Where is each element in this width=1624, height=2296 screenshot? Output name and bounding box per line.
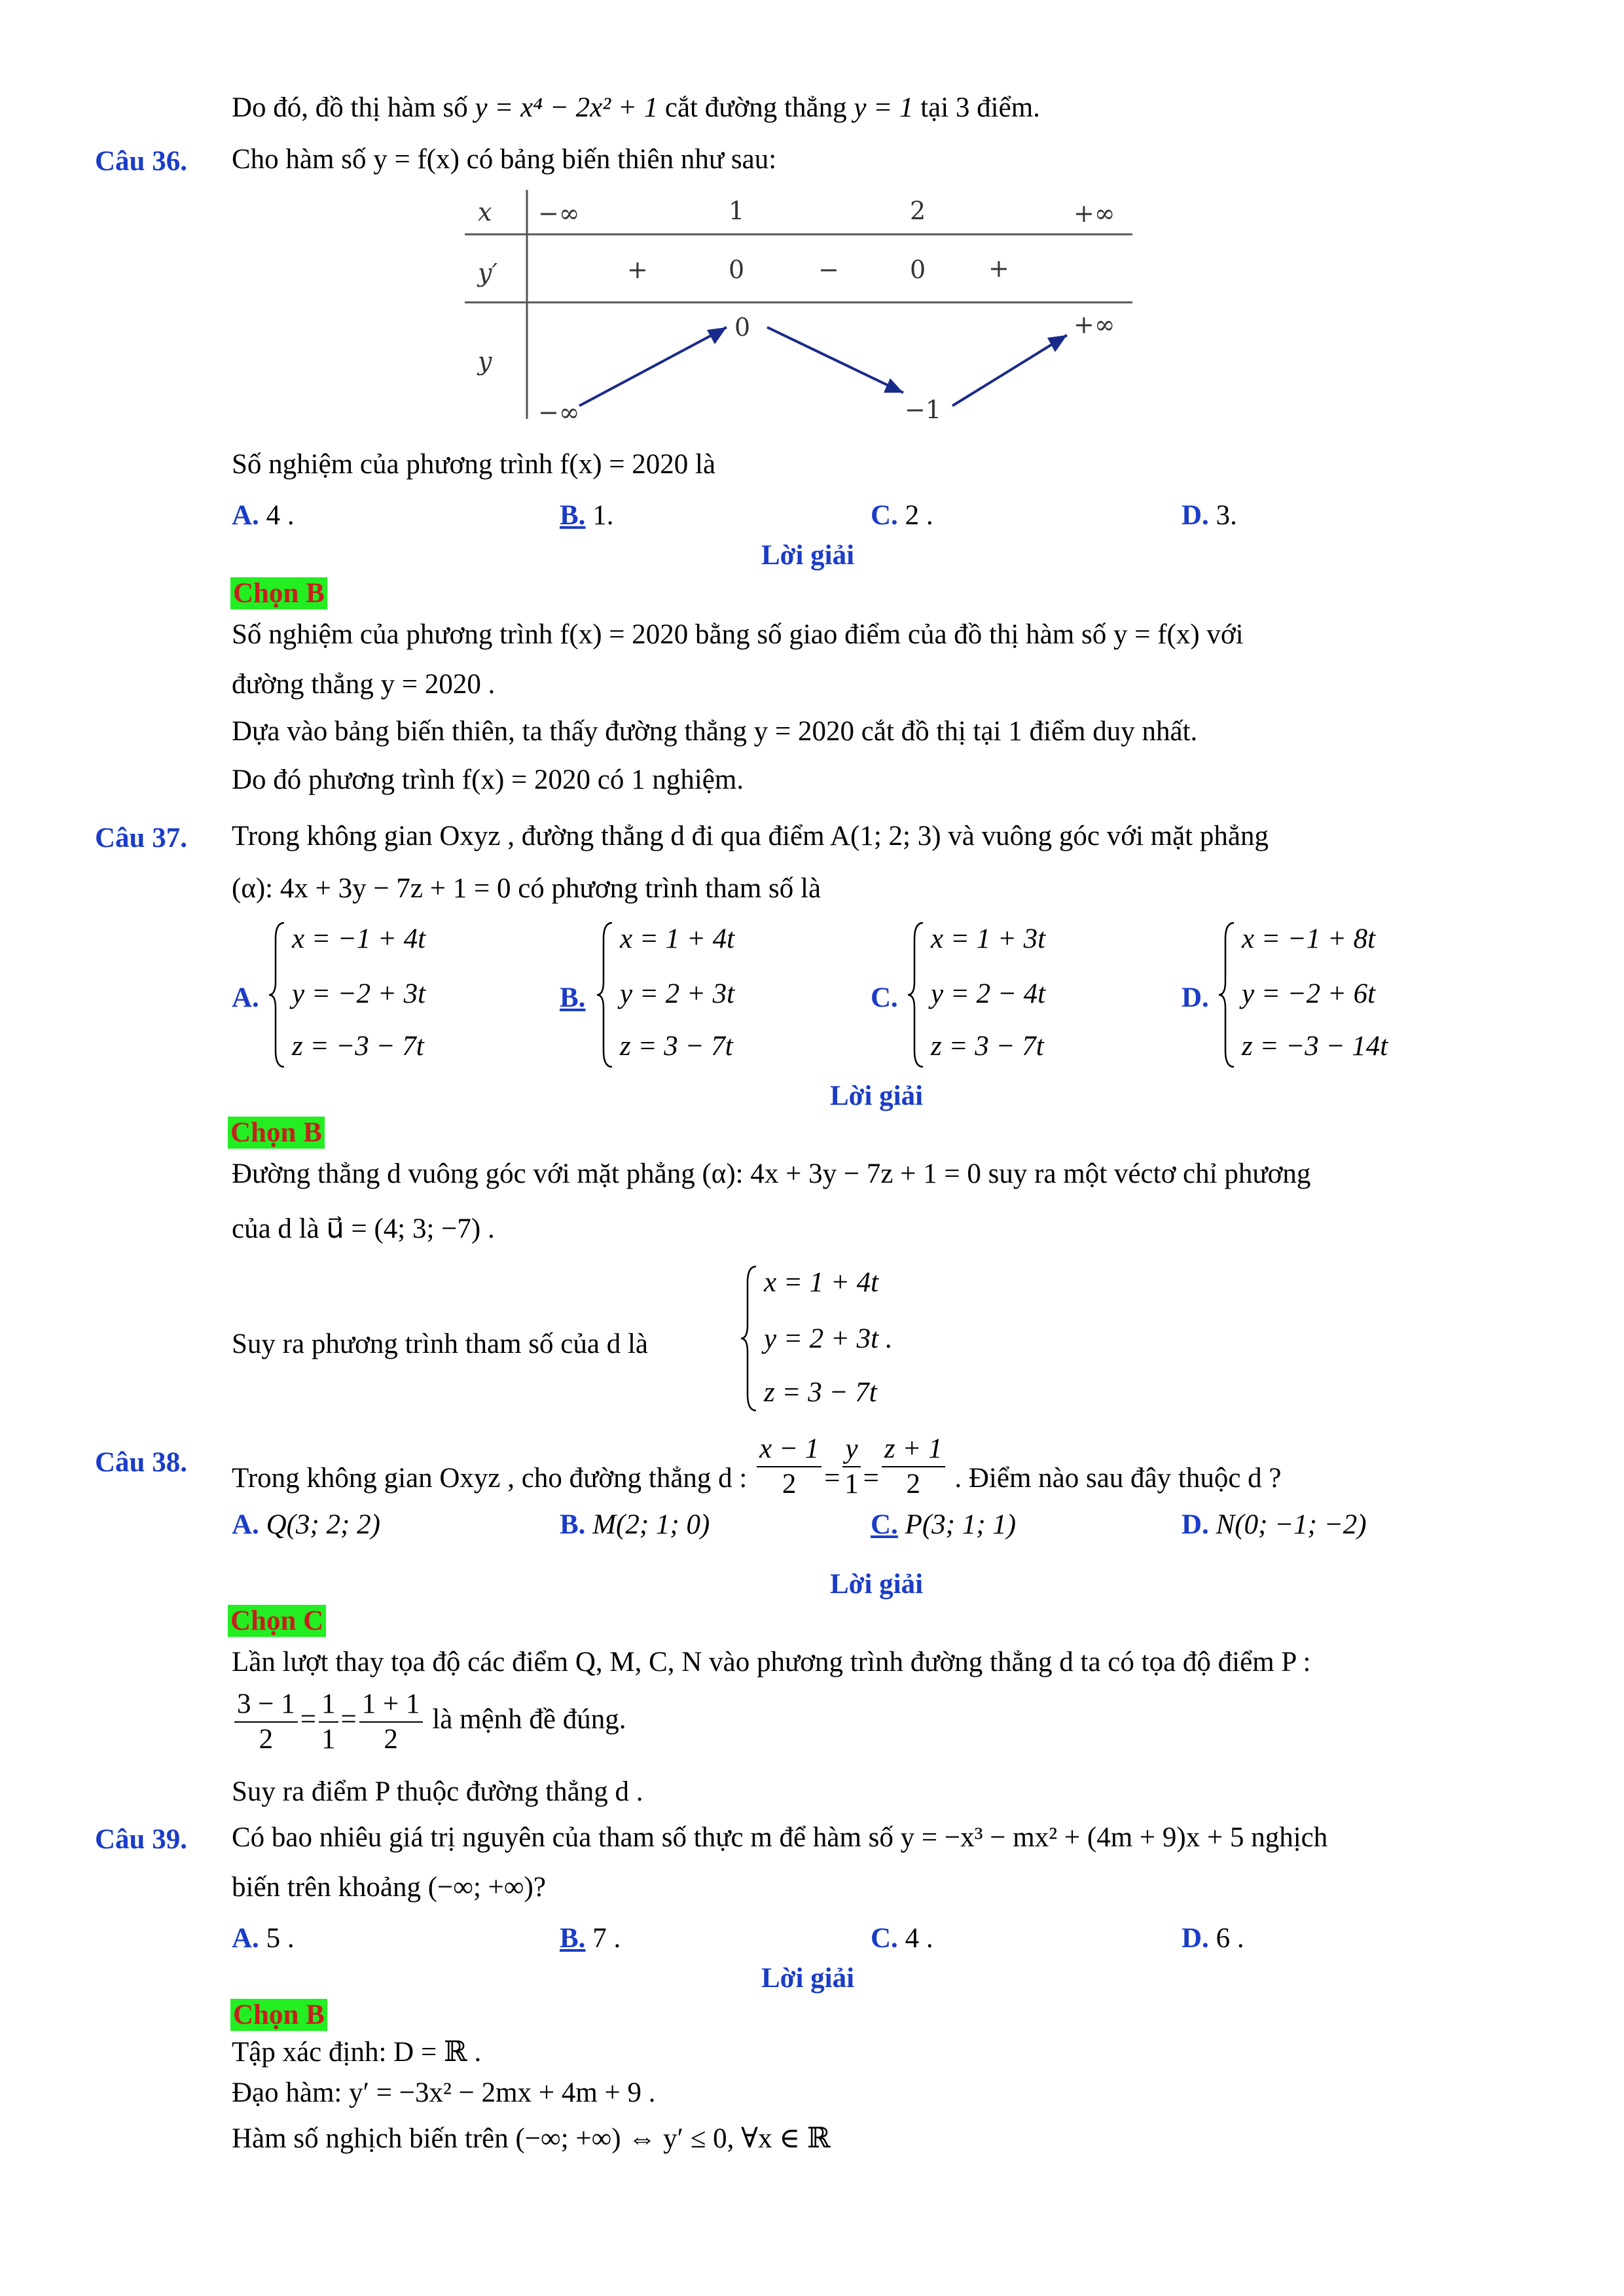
q39-option-a[interactable]: A. 5 . (232, 1923, 295, 1954)
q36-option-a[interactable]: A. 4 . (232, 500, 295, 531)
q36-solution-title: Lời giải (761, 540, 855, 571)
table-x-label: x (478, 198, 492, 226)
yp-sign-1: + (627, 255, 648, 284)
decrease-arrow (767, 327, 903, 393)
q39-option-b[interactable]: B. 7 . (560, 1923, 621, 1954)
question-38-label: Câu 38. (95, 1447, 187, 1478)
x-val-pos-inf: +∞ (1074, 199, 1115, 228)
q36-solution-line-2: đường thẳng y = 2020 . (232, 669, 496, 700)
q37-answer-badge: Chọn B (228, 1117, 325, 1149)
q37-solution-line-2: của d là u⃗ = (4; 3; −7) . (232, 1213, 495, 1244)
question-38-stem: Trong không gian Oxyz , cho đường thẳng d : $\frac{x - 1}{2}$ = $\frac{y}{1}$ = $\frac{z + 1}{2}$ . Điểm nào sau đây thuộc d ? (232, 1433, 1282, 1499)
table-y-label: y (478, 347, 492, 376)
q37-option-b[interactable]: B. x = 1 + 4t y = 2 + 3t z = 3 − 7t (560, 920, 835, 1070)
y-val-0: 0 (734, 313, 751, 342)
q36-option-c[interactable]: C. 2 . (871, 500, 933, 531)
q38-option-d[interactable]: D. N(0; −1; −2) (1182, 1509, 1367, 1540)
y-val-pos-inf: +∞ (1074, 310, 1115, 339)
question-39-stem-1: Có bao nhiêu giá trị nguyên của tham số thực m để hàm số y = −x³ − mx² + (4m + 9)x + 5 nghịch (232, 1822, 1328, 1853)
q36-solution-line-3: Dựa vào bảng biến thiên, ta thấy đường thẳng y = 2020 cắt đồ thị tại 1 điểm duy nhất. (232, 716, 1198, 747)
question-36-question: Số nghiệm của phương trình f(x) = 2020 là (232, 449, 716, 480)
question-37-stem-1: Trong không gian Oxyz , đường thẳng d đi qua điểm A(1; 2; 3) và vuông góc với mặt phẳng (232, 821, 1269, 852)
q36-option-b[interactable]: B. 1. (560, 500, 614, 531)
question-39-label: Câu 39. (95, 1824, 187, 1855)
q37-solution-line-1: Đường thẳng d vuông góc với mặt phẳng (α): 4x + 3y − 7z + 1 = 0 suy ra một véctơ chỉ phương (232, 1158, 1311, 1189)
q38-option-a[interactable]: A. Q(3; 2; 2) (232, 1509, 380, 1540)
q38-solution-line-3: Suy ra điểm P thuộc đường thẳng d . (232, 1776, 643, 1807)
variation-table (465, 190, 1132, 432)
question-37-label: Câu 37. (95, 823, 187, 853)
q39-solution-line-2: Đạo hàm: y′ = −3x² − 2mx + 4m + 9 . (232, 2077, 656, 2108)
y-val-neg1: −1 (905, 395, 942, 424)
q39-option-c[interactable]: C. 4 . (871, 1923, 933, 1954)
q36-option-d[interactable]: D. 3. (1182, 500, 1237, 531)
q37-option-a[interactable]: A. x = −1 + 4t y = −2 + 3t z = −3 − 7t (232, 920, 507, 1070)
q37-option-c[interactable]: C. x = 1 + 3t y = 2 − 4t z = 3 − 7t (871, 920, 1146, 1070)
q37-option-d[interactable]: D. x = −1 + 8t y = −2 + 6t z = −3 − 14t (1182, 920, 1470, 1070)
y-val-neg-inf: −∞ (538, 398, 580, 427)
q36-answer-badge: Chọn B (230, 577, 327, 609)
yp-zero-2: 0 (910, 255, 926, 284)
intro-line: Do đó, đồ thị hàm số y = x⁴ − 2x² + 1 cắt đường thẳng y = 1 tại 3 điểm. (232, 92, 1040, 123)
q39-solution-line-3: Hàm số nghịch biến trên (−∞; +∞) ⇔ y′ ≤ 0, ∀x ∈ ℝ (232, 2123, 831, 2154)
q39-answer-badge: Chọn B (230, 1999, 327, 2031)
q38-option-c[interactable]: C. P(3; 1; 1) (871, 1509, 1017, 1540)
increase-arrow-2 (952, 335, 1067, 406)
q38-solution-title: Lời giải (830, 1569, 924, 1600)
q39-solution-line-1: Tập xác định: D = ℝ . (232, 2037, 482, 2068)
question-37-stem-2: (α): 4x + 3y − 7z + 1 = 0 có phương trình tham số là (232, 873, 821, 904)
q38-solution-check: $\frac{3 - 1}{2}$ = $\frac{1}{1}$ = $\frac{1 + 1}{2}$ là mệnh đề đúng. (232, 1687, 626, 1756)
q37-solution-line-3: Suy ra phương trình tham số của d là (232, 1329, 648, 1359)
q36-solution-line-4: Do đó phương trình f(x) = 2020 có 1 nghiệm. (232, 764, 744, 795)
q37-solution-title: Lời giải (830, 1081, 924, 1111)
table-yp-label: y′ (478, 259, 498, 287)
question-36-stem: Cho hàm số y = f(x) có bảng biến thiên như sau: (232, 144, 777, 175)
q39-solution-title: Lời giải (761, 1963, 855, 1994)
x-val-1: 1 (729, 196, 745, 225)
q38-solution-line-1: Lần lượt thay tọa độ các điểm Q, M, C, N vào phương trình đường thẳng d ta có tọa độ điểm P : (232, 1647, 1311, 1677)
yp-sign-2: − (818, 255, 839, 284)
yp-sign-3: + (988, 254, 1009, 283)
question-39-stem-2: biến trên khoảng (−∞; +∞)? (232, 1872, 546, 1903)
q38-option-b[interactable]: B. M(2; 1; 0) (560, 1509, 710, 1540)
x-val-neg-inf: −∞ (538, 199, 580, 228)
q38-answer-badge: Chọn C (228, 1605, 326, 1637)
q37-solution-system: x = 1 + 4t y = 2 + 3t . z = 3 − 7t (740, 1263, 936, 1414)
x-val-2: 2 (910, 196, 926, 225)
increase-arrow-1 (579, 327, 727, 406)
yp-zero-1: 0 (729, 255, 745, 284)
question-36-label: Câu 36. (95, 146, 187, 177)
q39-option-d[interactable]: D. 6 . (1182, 1923, 1244, 1954)
q36-solution-line-1: Số nghiệm của phương trình f(x) = 2020 bằng số giao điểm của đồ thị hàm số y = f(x) với (232, 619, 1244, 650)
